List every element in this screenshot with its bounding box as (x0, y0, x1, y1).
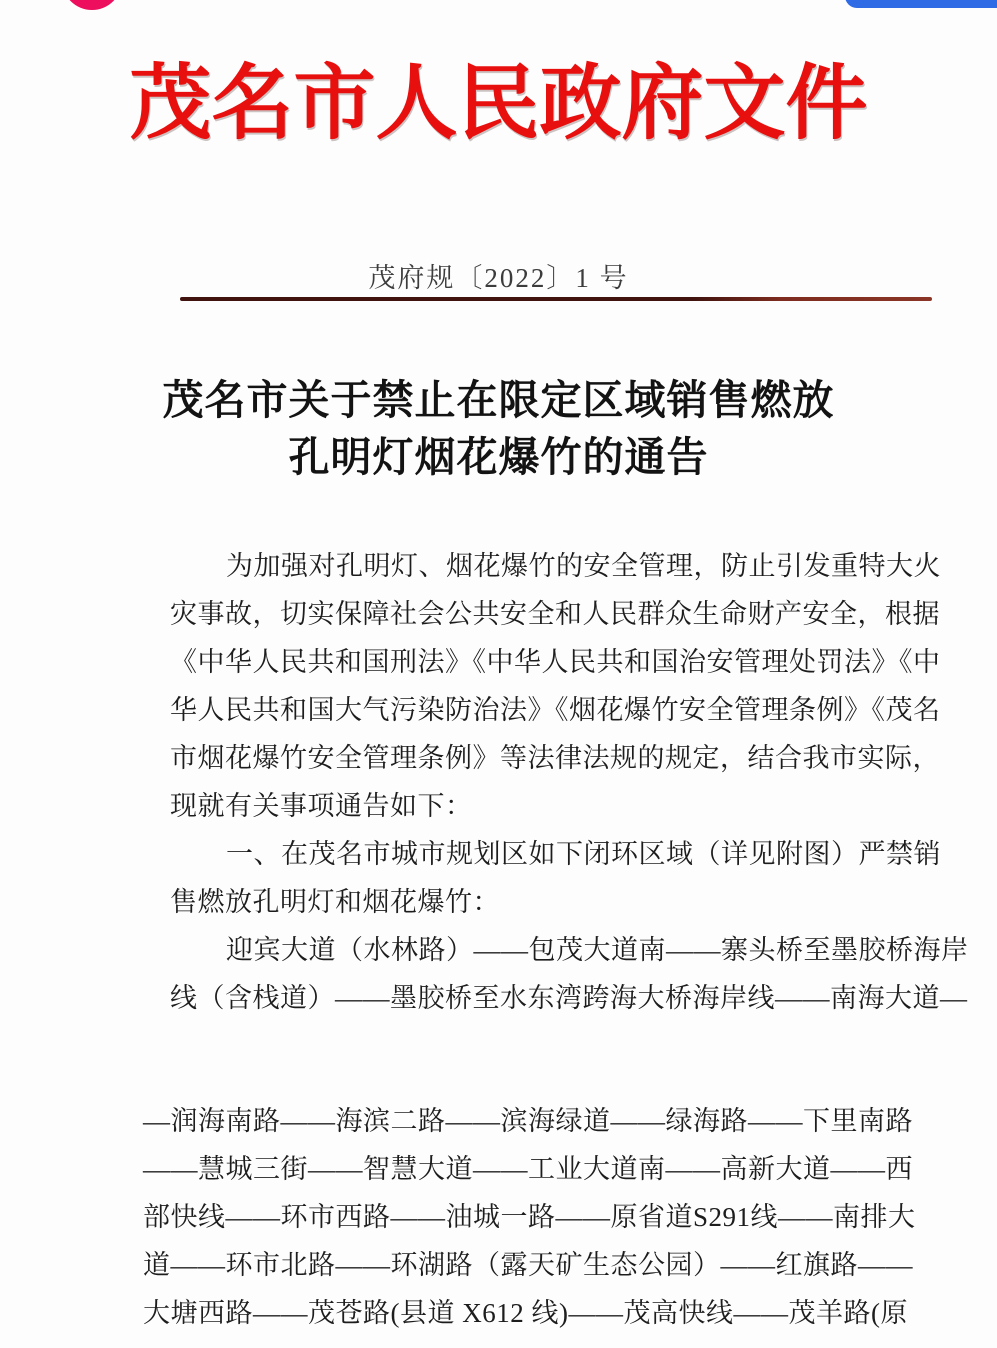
top-right-capsule-button[interactable] (845, 0, 997, 8)
document-text-line: 华人民共和国大气污染防治法》《烟花爆竹安全管理条例》《茂名 (170, 695, 941, 725)
document-text-line: 灾事故，切实保障社会公共安全和人民群众生命财产安全，根据 (170, 599, 940, 629)
notice-title (0, 372, 997, 486)
document-number: 茂府规〔2022〕1 号 (368, 263, 629, 293)
body-text-page2 (143, 1097, 943, 1337)
document-text-line: 迎宾大道（水林路）——包茂大道南——寨头桥至墨胶桥海岸 (226, 935, 969, 965)
document-text-line: 为加强对孔明灯、烟花爆竹的安全管理，防止引发重特大火 (226, 551, 941, 581)
floating-bubble-button[interactable] (62, 0, 122, 10)
notice-title-line-1: 茂名市关于禁止在限定区域销售燃放 (162, 377, 835, 423)
document-text-line: 售燃放孔明灯和烟花爆竹： (170, 887, 500, 917)
notice-title-line-2: 孔明灯烟花爆竹的通告 (288, 434, 709, 480)
document-text-line: 现就有关事项通告如下： (170, 791, 473, 821)
document-text-line: 部快线——环市西路——油城一路——原省道S291线——南排大 (143, 1202, 916, 1232)
letterhead-title: 茂名市人民政府文件 (129, 58, 868, 149)
document-text-line: —润海南路——海滨二路——滨海绿道——绿海路——下里南路 (143, 1106, 913, 1136)
document-text-line: ——慧城三街——智慧大道——工业大道南——高新大道——西 (143, 1154, 913, 1184)
letterhead-divider-rule (180, 297, 932, 301)
document-text-line: 线（含栈道）——墨胶桥至水东湾跨海大桥海岸线——南海大道— (170, 983, 968, 1013)
document-text-line: 《中华人民共和国刑法》《中华人民共和国治安管理处罚法》《中 (170, 647, 941, 677)
document-text-line: 道——环市北路——环湖路（露天矿生态公园）——红旗路—— (143, 1250, 913, 1280)
document-text-line: 市烟花爆竹安全管理条例》等法律法规的规定，结合我市实际， (170, 743, 940, 773)
document-text-line: 大塘西路——茂苍路(县道 X612 线)——茂高快线——茂羊路(原 (143, 1298, 908, 1328)
document-text-line: 一、在茂名市城市规划区如下闭环区域（详见附图）严禁销 (226, 839, 941, 869)
body-text-page1 (170, 542, 969, 1022)
